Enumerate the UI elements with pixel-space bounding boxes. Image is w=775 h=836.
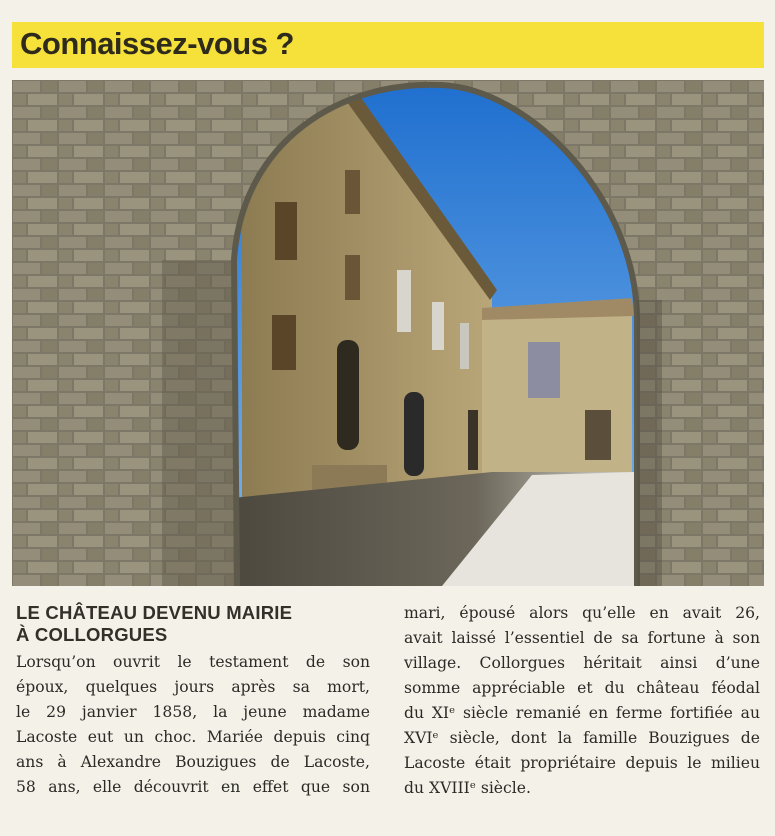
text-line: 58 ans, elle découvrit en effet que son bbox=[16, 778, 370, 796]
text-line: du XIᵉ siècle remanié en ferme fortifiée au bbox=[404, 704, 760, 722]
text-line: du XVIIIᵉ siècle. bbox=[404, 779, 531, 797]
text-line: XVIᵉ siècle, dont la famille Bouzigues de bbox=[404, 729, 760, 747]
photo-illustration bbox=[12, 80, 764, 586]
article-photo bbox=[12, 80, 764, 586]
headline-line: À COLLORGUES bbox=[16, 624, 168, 645]
article-body-left bbox=[16, 650, 370, 800]
text-line: avait laissé l’essentiel de sa fortune à son bbox=[404, 629, 760, 647]
text-line: somme appréciable et du château féodal bbox=[404, 679, 760, 697]
article-right-column bbox=[404, 601, 760, 801]
headline-line: LE CHÂTEAU DEVENU MAIRIE bbox=[16, 602, 293, 623]
article-left-column bbox=[16, 602, 370, 800]
text-line: Lorsqu’on ouvrit le testament de son bbox=[16, 653, 370, 671]
section-title: Connaissez-vous ? bbox=[20, 26, 294, 61]
article-body-right bbox=[404, 601, 760, 801]
text-line: village. Collorgues héritait ainsi d’une bbox=[404, 654, 760, 672]
text-line: Lacoste était propriétaire depuis le milieu bbox=[404, 754, 760, 772]
text-line: mari, épousé alors qu’elle en avait 26, bbox=[404, 604, 760, 622]
text-line: Lacoste eut un choc. Mariée depuis cinq bbox=[16, 728, 370, 746]
text-line: ans à Alexandre Bouzigues de Lacoste, bbox=[16, 753, 370, 771]
article-headline bbox=[16, 602, 370, 646]
text-line: le 29 janvier 1858, la jeune madame bbox=[16, 703, 370, 721]
section-banner bbox=[12, 22, 764, 68]
text-line: époux, quelques jours après sa mort, bbox=[16, 678, 370, 696]
